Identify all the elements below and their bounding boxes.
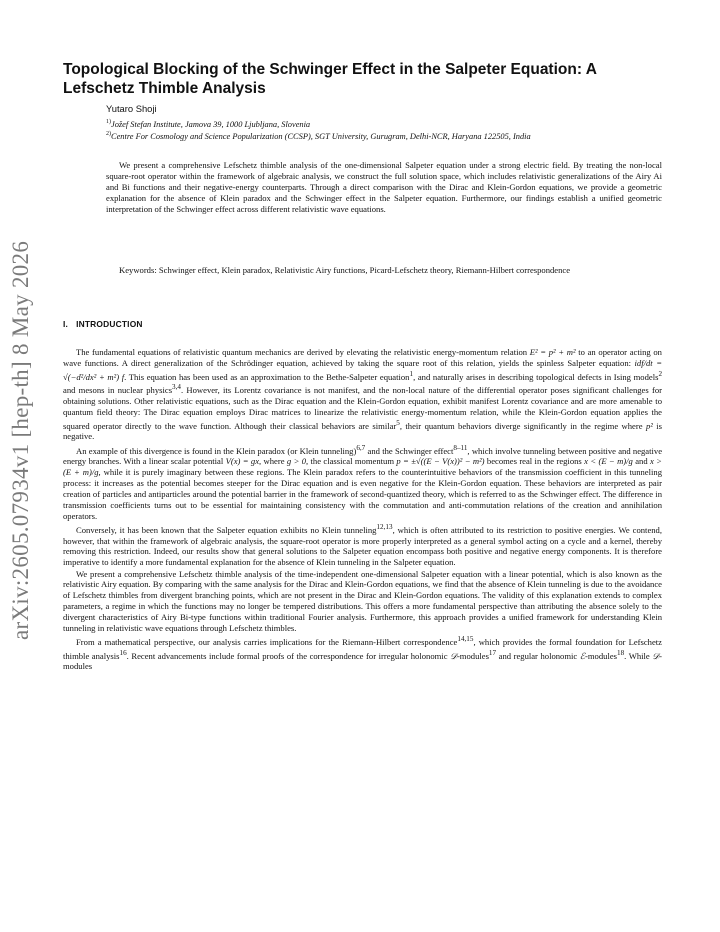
citation[interactable]: 6,7 xyxy=(356,443,366,452)
text-run: . This equation has been used as an approximation to the Bethe-Salpeter equation xyxy=(124,371,410,382)
affiliation-2 xyxy=(106,128,666,143)
keywords: Keywords: Schwinger effect, Klein paradox, Relativistic Airy functions, Picard-Lefschetz theory, Riemann-Hilbert correspondence xyxy=(119,265,571,275)
text-run: , where xyxy=(259,456,287,467)
text-run: From a mathematical perspective, our analysis carries implications for the Riemann-Hilbert correspondence xyxy=(76,636,458,647)
math-inline: x < (E − m)/g xyxy=(584,456,633,467)
text-run: , which provides the formal foundation for Lefschetz thimble analysis xyxy=(63,636,662,661)
section-heading xyxy=(63,319,143,329)
math-inline: 𝒟 xyxy=(652,650,660,661)
section-title: INTRODUCTION xyxy=(76,319,143,329)
text-run: . While xyxy=(624,650,653,661)
text-run: and the Schwinger effect xyxy=(365,445,454,456)
math-inline: p² xyxy=(645,420,653,431)
paragraph-3 xyxy=(63,522,662,568)
text-run: , which is often attributed to its restriction to positive energies. We contend, however, that within the framework of algebraic analysis, the square-root operator is more properly interpreted as a general symbol acting on a cycle and a kernel, thereby removing this restriction. Indeed, our results show that general solutions to the Salpeter equation encompass both positive and negative energy components. It is therefore imperative to identify a more fundamental explanation for the absence of Klein tunneling in the Salpeter equation. xyxy=(63,524,662,568)
text-run: and regular holonomic xyxy=(496,650,580,661)
arxiv-margin-stamp: arXiv:2605.07934v1 [hep-th] 8 May 2026 xyxy=(8,240,33,640)
affiliation-text: Jožef Stefan Institute, Jamova 39, 1000 Ljubljana, Slovenia xyxy=(111,119,311,129)
math-inline: p = ±√((E − V(x))² − m²) xyxy=(396,456,485,467)
text-run: , their quantum behaviors diverge significantly in the regime where xyxy=(399,420,646,431)
math-inline: E² = p² + m² xyxy=(529,347,576,357)
section-number: I. xyxy=(63,319,69,329)
math-inline: 𝒟 xyxy=(450,650,457,661)
text-run: is negative. xyxy=(63,420,662,442)
paragraph-5 xyxy=(63,634,662,672)
affiliation-mark: 2) xyxy=(106,131,111,137)
affiliation-mark: 1) xyxy=(106,119,111,125)
text-run: . However, its Lorentz covariance is not manifest, and the non-local nature of the differential operator poses significant challenges for obtaining solutions. Other relativistic equations, such as the Dirac equation and the Klein-Gordon equation, exhibit manifest Lorentz covariance and are more amenable to quantum field theory: The Dirac equation employs Dirac matrices to linearize the relativistic energy-momentum relation, while the Klein-Gordon equation applies the squared operator directly to the wave function. Although their classical behaviors are similar xyxy=(63,385,662,431)
citation[interactable]: 14,15 xyxy=(457,634,474,643)
paper-title: Topological Blocking of the Schwinger Effect in the Salpeter Equation: A Lefschetz Thimble Analysis xyxy=(63,61,597,97)
math-inline: g > 0 xyxy=(286,456,307,467)
citation[interactable]: 8–11 xyxy=(453,443,468,452)
text-run: -modules xyxy=(585,650,617,661)
text-run: to an operator acting on wave functions. A direct generalization of the Schrödinger equation, achieved by taking the square root of this relation, yields the spinless Salpeter equation: xyxy=(63,347,662,368)
body-text xyxy=(63,347,662,672)
text-run: An example of this divergence is found in the Klein paradox (or Klein tunneling) xyxy=(76,445,357,456)
math-inline: V(x) = gx xyxy=(225,456,260,467)
text-run: The fundamental equations of relativistic quantum mechanics are derived by elevating the relativistic energy-momentum relation xyxy=(76,347,530,357)
text-run: , the classical momentum xyxy=(306,456,397,467)
paragraph-2 xyxy=(63,443,662,522)
text-run: -modules xyxy=(63,650,662,672)
author-name: Yutaro Shoji xyxy=(106,103,157,114)
math-inline: x > (E + m)/g xyxy=(63,456,662,478)
abstract: We present a comprehensive Lefschetz thimble analysis of the one-dimensional Salpeter equation under a strong electric field. By treating the non-local square-root operator within the framework of algebraic analysis, we construct the full solution space, which includes relativistic generalizations of the Airy Ai and Bi functions and their negative-energy counterparts. Through a direct comparison with the Dirac and Klein-Gordon equations, we provide a geometric explanation for the absence of Klein paradox and the Schwinger effect in the Salpeter equation. Furthermore, our findings establish a unified geometric interpretation of the Schwinger effect across different relativistic wave equations. xyxy=(106,160,662,215)
text-run: , and naturally arises in describing topological defects in Ising models xyxy=(413,371,659,382)
citation[interactable]: 5 xyxy=(396,418,400,427)
citation[interactable]: 12,13 xyxy=(376,522,393,531)
text-run: and mesons in nuclear physics xyxy=(63,385,173,396)
math-inline: idf/dt = √(−d²/dx² + m²) f xyxy=(63,357,662,382)
citation[interactable]: 3,4 xyxy=(172,383,181,392)
text-run: -modules xyxy=(456,650,489,661)
math-inline: ℰ xyxy=(579,650,586,661)
affiliation-text: Centre For Cosmology and Science Popularization (CCSP), SGT University, Gurugram, Delhi-NCR, Haryana 122505, India xyxy=(111,131,531,141)
text-run: , while it is purely imaginary between these regions. The Klein paradox refers to the counterintuitive behaviors of the transmission coefficient in this tunneling process: it increases as the potential becomes steeper for the Dirac equation and is even negative for the Klein-Gordon equation. These behaviors are interpreted as pair creation of particles and antiparticles around the potential barrier in the framework of second-quantized theory, which is referred to as the Schwinger effect. The difference in transmission coefficients turns out to be essential for maintaining consistency with the commutation and anti-commutation relations of the creation and annihilation operators. xyxy=(63,467,662,521)
text-run: and xyxy=(632,456,650,467)
citation[interactable]: 2 xyxy=(658,369,663,378)
citation[interactable]: 16 xyxy=(119,648,127,657)
citation[interactable]: 1 xyxy=(409,369,414,378)
citation[interactable]: 17 xyxy=(488,648,497,657)
text-run: becomes real in the regions xyxy=(484,456,585,467)
text-run: Conversely, it has been known that the Salpeter equation exhibits no Klein tunneling xyxy=(76,524,377,535)
paragraph-4: We present a comprehensive Lefschetz thimble analysis of the time-independent one-dimensional Salpeter equation with a linear potential, which is also known as the relativistic Airy equation. By comparing with the same analysis for the Dirac and Klein-Gordon equations, we find that the absence of Klein tunneling is due to the avoidance of Lefschetz thimbles from divergent branching points, which are not present in the Dirac and Klein-Gordon equations. The validity of this explanation extends to complex parameters, a regime in which the functions may no longer be tempered distributions. This offers a more fundamental perspective than attributing the absence solely to the divergent characteristics of Airy Bi-type functions within traditional Fourier analysis. Furthermore, this approach provides a unified framework for understanding Klein tunneling in relativistic wave equations through Lefschetz thimbles. xyxy=(63,568,662,633)
citation[interactable]: 18 xyxy=(617,648,625,657)
text-run: , which involve tunneling between positive and negative energy branches. With a linear scalar potential xyxy=(63,445,663,467)
text-run: . Recent advancements include formal proofs of the correspondence for irregular holonomic xyxy=(126,650,451,661)
paragraph-1 xyxy=(63,347,662,442)
